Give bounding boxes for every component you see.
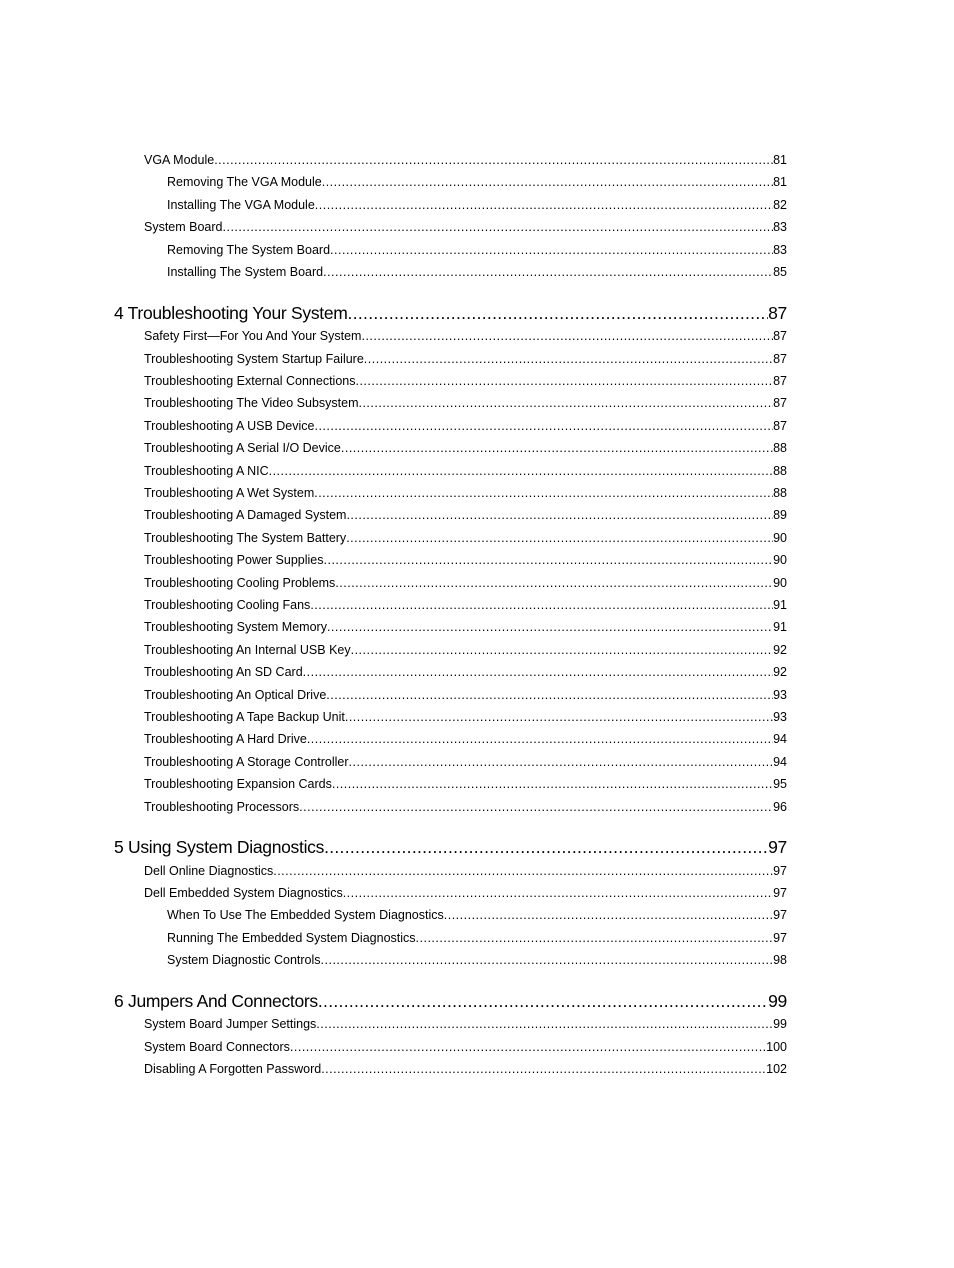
toc-entry-page: 96 xyxy=(773,799,787,814)
toc-entry[interactable] xyxy=(144,596,787,614)
dot-leader xyxy=(349,753,774,771)
toc-entry-page: 88 xyxy=(773,485,787,500)
toc-entry-title: Troubleshooting The System Battery xyxy=(144,530,347,545)
toc-entry-title: 6 Jumpers And Connectors xyxy=(114,990,318,1011)
toc-entry-title: Disabling A Forgotten Password xyxy=(144,1062,322,1077)
toc-entry[interactable] xyxy=(144,551,787,569)
toc-entry-page: 97 xyxy=(768,837,787,858)
toc-entry-page: 81 xyxy=(773,175,787,190)
dot-leader xyxy=(299,798,773,816)
dot-leader xyxy=(416,929,774,947)
toc-entry-page: 97 xyxy=(773,930,787,945)
toc-entry-title: Troubleshooting Processors xyxy=(144,799,300,814)
dot-leader xyxy=(341,439,773,457)
dot-leader xyxy=(223,218,774,236)
dot-leader xyxy=(343,884,773,902)
toc-entry-title: Troubleshooting Expansion Cards xyxy=(144,777,332,792)
toc-entry-page: 87 xyxy=(773,373,787,388)
toc-entry-title: When To Use The Embedded System Diagnostics xyxy=(167,908,444,923)
toc-entry-page: 102 xyxy=(766,1062,787,1077)
dot-leader xyxy=(330,241,773,259)
dot-leader xyxy=(307,730,773,748)
toc-entry[interactable] xyxy=(167,241,787,259)
dot-leader xyxy=(326,686,773,704)
toc-entry-page: 98 xyxy=(773,953,787,968)
toc-entry[interactable] xyxy=(144,730,787,748)
toc-entry-title: Troubleshooting An Internal USB Key xyxy=(144,642,351,657)
toc-entry-page: 88 xyxy=(773,463,787,478)
toc-entry-page: 100 xyxy=(766,1039,787,1054)
toc-entry-page: 99 xyxy=(768,990,787,1011)
toc-entry[interactable] xyxy=(167,263,787,281)
toc-entry-page: 88 xyxy=(773,441,787,456)
toc-entry[interactable] xyxy=(144,484,787,502)
dot-leader xyxy=(214,151,773,169)
dot-leader xyxy=(269,462,773,480)
toc-entry[interactable] xyxy=(144,753,787,771)
toc-entry[interactable] xyxy=(144,862,787,880)
toc-entry-title: Dell Online Diagnostics xyxy=(144,863,274,878)
toc-entry-page: 87 xyxy=(768,302,787,323)
toc-entry-page: 81 xyxy=(773,153,787,167)
toc-entry-page: 97 xyxy=(773,863,787,878)
dot-leader xyxy=(316,1015,773,1033)
dot-leader xyxy=(318,989,768,1013)
dot-leader xyxy=(321,951,774,969)
toc-entry-page: 87 xyxy=(773,329,787,344)
toc-entry-title: Troubleshooting A Damaged System xyxy=(144,508,347,523)
toc-entry[interactable] xyxy=(144,218,787,236)
toc-entry-title: Troubleshooting A Serial I/O Device xyxy=(144,441,341,456)
toc-entry-title: Troubleshooting A NIC xyxy=(144,463,269,478)
dot-leader xyxy=(315,196,773,214)
toc-entry-page: 83 xyxy=(773,242,787,257)
toc-entry[interactable] xyxy=(144,663,787,681)
toc-entry-title: Troubleshooting A Hard Drive xyxy=(144,732,307,747)
toc-entry[interactable] xyxy=(167,173,787,191)
toc-entry[interactable] xyxy=(144,151,787,169)
toc-entry[interactable] xyxy=(167,906,787,924)
dot-leader xyxy=(346,529,773,547)
toc-entry-title: Troubleshooting Power Supplies xyxy=(144,553,324,568)
dot-leader xyxy=(332,775,773,793)
toc-entry[interactable] xyxy=(144,884,787,902)
toc-entry-title: Dell Embedded System Diagnostics xyxy=(144,886,343,900)
toc-entry[interactable] xyxy=(144,439,787,457)
dot-leader xyxy=(348,301,769,325)
toc-entry-page: 94 xyxy=(773,732,787,747)
dot-leader xyxy=(361,327,773,345)
toc-entry-page: 97 xyxy=(773,908,787,923)
toc-entry-page: 91 xyxy=(773,620,787,635)
toc-entry[interactable] xyxy=(144,462,787,480)
toc-entry-title: Troubleshooting An Optical Drive xyxy=(144,687,327,702)
toc-entry-title: System Diagnostic Controls xyxy=(167,953,321,968)
toc-entry[interactable] xyxy=(144,574,787,592)
dot-leader xyxy=(290,1038,766,1056)
toc-entry-title: Troubleshooting External Connections xyxy=(144,373,356,388)
toc-entry-page: 94 xyxy=(773,754,787,769)
toc-entry-title: Troubleshooting A Tape Backup Unit xyxy=(144,709,345,724)
toc-entry[interactable] xyxy=(144,641,787,659)
dot-leader xyxy=(345,708,773,726)
toc-entry-page: 93 xyxy=(773,687,787,702)
dot-leader xyxy=(324,551,774,569)
dot-leader xyxy=(346,506,773,524)
dot-leader xyxy=(303,663,773,681)
dot-leader xyxy=(358,394,773,412)
toc-entry-title: Installing The VGA Module xyxy=(167,197,315,212)
toc-entry[interactable] xyxy=(167,196,787,214)
toc-entry-page: 82 xyxy=(773,197,787,212)
dot-leader xyxy=(335,574,773,592)
toc-entry-page: 89 xyxy=(773,508,787,523)
toc-entry-page: 95 xyxy=(773,777,787,792)
toc-chapter-entry[interactable] xyxy=(114,835,787,859)
dot-leader xyxy=(314,417,773,435)
toc-entry-title: Troubleshooting The Video Subsystem xyxy=(144,396,359,411)
toc-entry[interactable] xyxy=(167,951,787,969)
toc-entry[interactable] xyxy=(144,327,787,345)
toc-entry-title: Safety First—For You And Your System xyxy=(144,329,362,344)
toc-entry-page: 90 xyxy=(773,530,787,545)
dot-leader xyxy=(310,596,773,614)
toc-entry-title: System Board Jumper Settings xyxy=(144,1017,317,1032)
toc-entry-title: Removing The System Board xyxy=(167,242,331,257)
toc-entry[interactable] xyxy=(144,394,787,412)
dot-leader xyxy=(323,263,773,281)
toc-entry[interactable] xyxy=(144,618,787,636)
toc-entry-title: 4 Troubleshooting Your System xyxy=(114,302,348,323)
toc-entry-title: Troubleshooting System Memory xyxy=(144,620,327,635)
toc-entry-title: Troubleshooting A Storage Controller xyxy=(144,754,349,769)
toc-entry-page: 87 xyxy=(773,396,787,411)
toc-entry-page: 90 xyxy=(773,553,787,568)
toc-entry-page: 93 xyxy=(773,709,787,724)
toc-entry-title: System Board Connectors xyxy=(144,1039,290,1054)
toc-entry-title: Troubleshooting System Startup Failure xyxy=(144,351,364,366)
toc-entry[interactable] xyxy=(144,1038,787,1056)
toc-entry-page: 99 xyxy=(773,1017,787,1032)
dot-leader xyxy=(355,372,773,390)
dot-leader xyxy=(321,1060,766,1078)
toc-entry-title: 5 Using System Diagnostics xyxy=(114,837,325,858)
toc-entry-page: 92 xyxy=(773,642,787,657)
dot-leader xyxy=(327,618,773,636)
toc-entry[interactable] xyxy=(144,708,787,726)
dot-leader xyxy=(322,173,773,191)
toc-entry[interactable] xyxy=(144,798,787,816)
toc-entry-page: 87 xyxy=(773,418,787,433)
toc-entry-title: VGA Module xyxy=(144,153,215,167)
dot-leader xyxy=(314,484,773,502)
dot-leader xyxy=(364,350,773,368)
toc-entry-title: Running The Embedded System Diagnostics xyxy=(167,930,416,945)
dot-leader xyxy=(324,835,768,859)
toc-entry[interactable] xyxy=(144,350,787,368)
toc-entry-page: 90 xyxy=(773,575,787,590)
toc-entry[interactable] xyxy=(144,775,787,793)
toc-entry-page: 83 xyxy=(773,220,787,235)
toc-entry-page: 92 xyxy=(773,665,787,680)
toc-entry-title: Troubleshooting Cooling Problems xyxy=(144,575,336,590)
toc-entry[interactable] xyxy=(144,1060,787,1078)
toc-entry-title: Troubleshooting An SD Card xyxy=(144,665,303,680)
dot-leader xyxy=(351,641,773,659)
toc-entry[interactable] xyxy=(144,417,787,435)
toc-entry-title: Troubleshooting A USB Device xyxy=(144,418,315,433)
toc-entry-page: 85 xyxy=(773,265,787,279)
toc-entry[interactable] xyxy=(167,929,787,947)
toc-entry-title: Troubleshooting A Wet System xyxy=(144,485,315,500)
toc-chapter-entry[interactable] xyxy=(114,989,787,1013)
toc-chapter-entry[interactable] xyxy=(114,301,787,325)
toc-entry-page: 87 xyxy=(773,351,787,366)
toc-entry-title: Removing The VGA Module xyxy=(167,175,322,190)
dot-leader xyxy=(444,906,773,924)
toc-entry-title: Installing The System Board xyxy=(167,265,324,279)
toc-entry-page: 91 xyxy=(773,597,787,612)
toc-entry[interactable] xyxy=(144,1015,787,1033)
toc-entry-title: Troubleshooting Cooling Fans xyxy=(144,597,311,612)
toc-entry-title: System Board xyxy=(144,220,223,235)
toc-entry-page: 97 xyxy=(773,886,787,900)
toc-entry[interactable] xyxy=(144,686,787,704)
toc-entry[interactable] xyxy=(144,372,787,390)
toc-entry[interactable] xyxy=(144,529,787,547)
dot-leader xyxy=(273,862,773,880)
toc-entry[interactable] xyxy=(144,506,787,524)
